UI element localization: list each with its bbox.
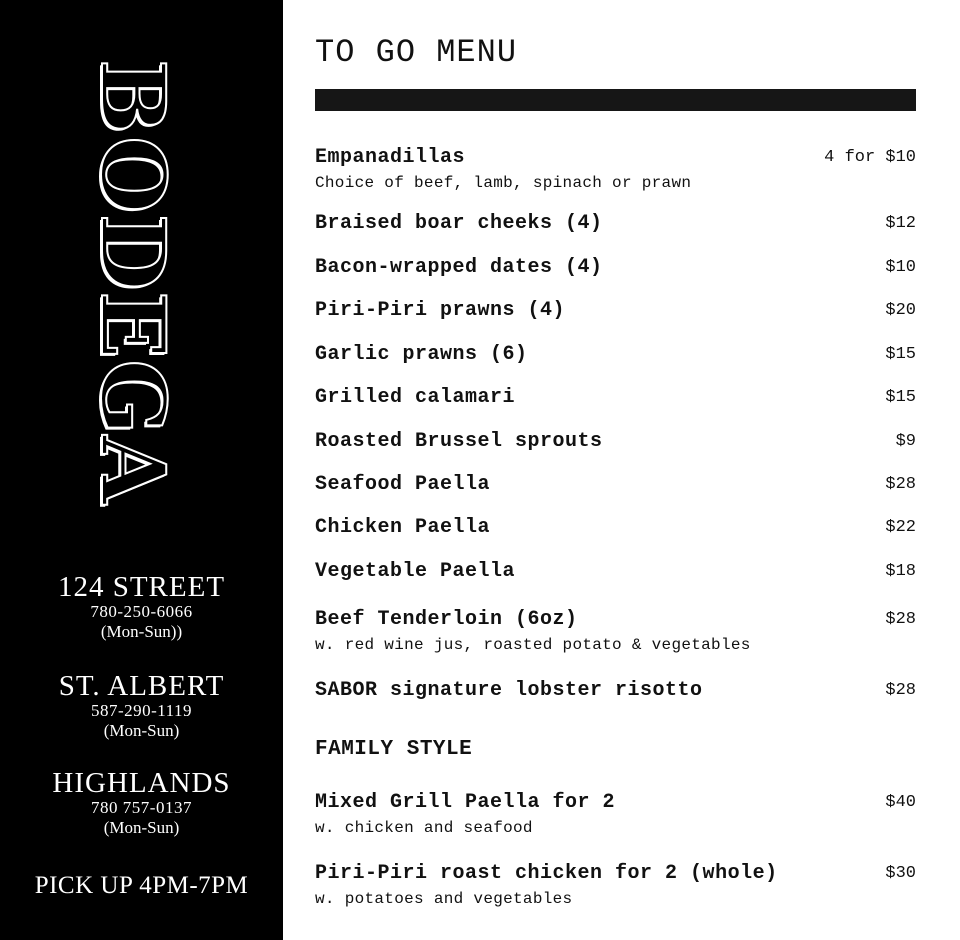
location-124-street xyxy=(0,572,283,642)
location-name: 124 STREET xyxy=(57,571,226,603)
family-item xyxy=(315,791,916,837)
menu-item xyxy=(315,608,916,654)
item-name: Piri-Piri roast chicken for 2 (whole) xyxy=(315,862,778,885)
menu-item xyxy=(315,212,916,235)
item-name: Roasted Brussel sprouts xyxy=(315,430,603,453)
item-description: w. red wine jus, roasted potato & vegetables xyxy=(315,636,751,654)
item-price: $30 xyxy=(885,864,916,883)
location-phone: 780 757-0137 xyxy=(91,798,192,817)
location-hours: (Mon-Sun) xyxy=(103,721,180,740)
menu-item xyxy=(315,516,916,539)
item-price: $12 xyxy=(885,214,916,233)
item-name: Braised boar cheeks (4) xyxy=(315,212,603,235)
divider-bar xyxy=(315,89,916,111)
item-name: Piri-Piri prawns (4) xyxy=(315,299,566,322)
location-highlands xyxy=(0,768,283,838)
item-price: $20 xyxy=(885,301,916,320)
location-phone: 587-290-1119 xyxy=(90,701,193,720)
item-name: Seafood Paella xyxy=(315,473,491,496)
item-price: $15 xyxy=(885,388,916,407)
item-name: Garlic prawns (6) xyxy=(315,343,528,366)
item-name: Vegetable Paella xyxy=(315,560,516,583)
pickup-hours: PICK UP 4PM-7PM xyxy=(34,872,249,899)
item-price: 4 for $10 xyxy=(824,148,916,167)
location-st-albert xyxy=(0,671,283,741)
item-price: $18 xyxy=(885,562,916,581)
location-hours: (Mon-Sun) xyxy=(103,818,180,837)
menu-item xyxy=(315,560,916,583)
location-name: ST. ALBERT xyxy=(58,670,225,702)
item-name: Empanadillas xyxy=(315,146,466,169)
menu-item xyxy=(315,256,916,279)
sidebar xyxy=(0,0,283,940)
item-name: Bacon-wrapped dates (4) xyxy=(315,256,603,279)
item-description: Choice of beef, lamb, spinach or prawn xyxy=(315,174,692,192)
item-name: Chicken Paella xyxy=(315,516,491,539)
menu-item xyxy=(315,473,916,496)
item-price: $10 xyxy=(885,258,916,277)
menu-item xyxy=(315,430,916,453)
item-description: w. potatoes and vegetables xyxy=(315,890,573,908)
item-price: $15 xyxy=(885,345,916,364)
item-price: $28 xyxy=(885,610,916,629)
item-price: $28 xyxy=(885,681,916,700)
item-description: w. chicken and seafood xyxy=(315,819,533,837)
item-price: $28 xyxy=(885,475,916,494)
item-name: Mixed Grill Paella for 2 xyxy=(315,791,616,814)
item-name: Grilled calamari xyxy=(315,386,516,409)
item-name: Beef Tenderloin (6oz) xyxy=(315,608,578,631)
bodega-logo: BODEGA xyxy=(81,59,185,505)
menu-item xyxy=(315,299,916,322)
menu-item xyxy=(315,386,916,409)
location-phone: 780-250-6066 xyxy=(90,602,193,621)
menu-title: TO GO MENU xyxy=(315,34,518,71)
location-name: HIGHLANDS xyxy=(52,767,231,799)
family-item xyxy=(315,862,916,908)
menu-item xyxy=(315,679,916,702)
item-name: SABOR signature lobster risotto xyxy=(315,679,703,702)
menu-item xyxy=(315,146,916,192)
item-price: $9 xyxy=(895,432,916,451)
location-hours: (Mon-Sun)) xyxy=(100,622,183,641)
item-price: $40 xyxy=(885,793,916,812)
item-price: $22 xyxy=(885,518,916,537)
menu-item xyxy=(315,343,916,366)
family-style-heading: FAMILY STYLE xyxy=(315,738,473,761)
